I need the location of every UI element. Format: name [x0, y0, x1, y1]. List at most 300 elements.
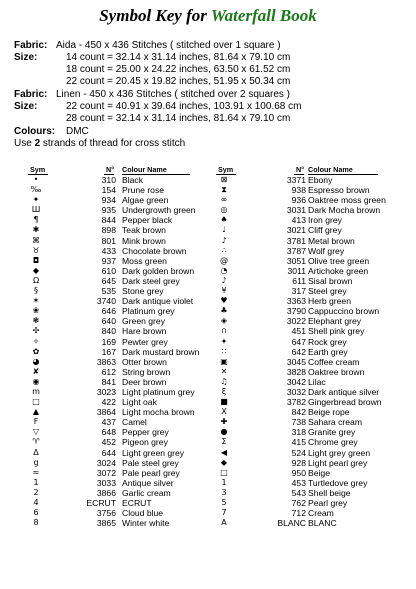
colour-name: Beige rope	[308, 407, 350, 418]
list-item	[214, 316, 409, 326]
symbol-icon: ▣	[220, 356, 228, 366]
num-header: N°	[296, 165, 305, 174]
colour-name: Olive tree green	[308, 255, 370, 266]
symbol-icon: ♩	[222, 225, 226, 235]
fabric-label: Fabric:	[14, 40, 48, 51]
dmc-number: 167	[101, 346, 116, 357]
colours-label: Colours:	[14, 126, 56, 137]
dmc-number: 3031	[286, 205, 306, 216]
dmc-number: 413	[291, 215, 306, 226]
colour-name: ECRUT	[122, 498, 152, 508]
fabric-aida-line	[14, 40, 281, 52]
colour-name: Antique silver	[122, 477, 174, 488]
colour-name: Camel	[122, 417, 147, 428]
symbol-icon: 1	[221, 477, 227, 487]
dmc-number: 3024	[96, 457, 116, 468]
colour-name: Steel grey	[308, 286, 347, 297]
symbol-icon: ▲	[32, 407, 40, 417]
list-item	[214, 488, 409, 498]
list-item	[14, 326, 209, 336]
dmc-number: 3051	[286, 255, 306, 266]
colour-name: Dark antique silver	[308, 386, 380, 397]
list-item	[14, 377, 209, 387]
size-label: Size:	[14, 101, 38, 112]
symbol-icon: ◀	[220, 447, 228, 457]
colour-name: Winter white	[122, 518, 170, 529]
list-item	[214, 478, 409, 488]
dmc-number: 3022	[286, 316, 306, 327]
dmc-number: 3756	[96, 508, 116, 519]
list-item	[14, 508, 209, 518]
dmc-number: 762	[291, 498, 306, 508]
list-item	[14, 185, 209, 195]
symbol-icon: ✱	[32, 225, 40, 235]
symbol-icon: ✣	[32, 326, 40, 336]
symbol-icon: ✧	[32, 336, 40, 346]
size-aida-14: 14 count = 32.14 x 31.14 inches, 81.64 x 79.10 cm	[66, 52, 291, 63]
page-title	[0, 6, 416, 26]
dmc-number: 415	[291, 437, 306, 448]
dmc-number: 437	[101, 417, 116, 428]
list-item	[14, 225, 209, 235]
colours-line	[14, 126, 89, 138]
list-item	[14, 397, 209, 407]
strands-count: 2	[34, 138, 41, 149]
symbol-icon: •	[33, 175, 39, 184]
list-item	[214, 377, 409, 387]
dmc-number: 611	[292, 275, 306, 286]
dmc-number: 612	[101, 366, 116, 377]
dmc-number: 3023	[96, 386, 116, 397]
symbol-icon: Δ	[33, 447, 39, 457]
dmc-number: 935	[101, 205, 116, 216]
list-item	[14, 427, 209, 437]
dmc-number: 3782	[286, 397, 306, 408]
symbol-icon: ∞	[220, 195, 228, 205]
list-item	[214, 508, 409, 518]
symbol-icon: g	[33, 457, 39, 467]
list-item	[14, 296, 209, 306]
colour-name: Chrome grey	[308, 437, 358, 448]
dmc-number: 453	[291, 477, 306, 488]
colour-name-header: Colour Name	[308, 165, 353, 174]
list-item	[214, 468, 409, 478]
list-item	[14, 195, 209, 205]
symbol-icon: ✦	[220, 336, 228, 346]
dmc-number: 936	[291, 195, 306, 206]
list-item	[214, 347, 409, 357]
list-item	[14, 256, 209, 266]
list-item	[214, 306, 409, 316]
colour-name: Ebony	[308, 175, 333, 185]
symbol-icon: ♥	[220, 296, 228, 306]
dmc-number: ECRUT	[86, 498, 116, 508]
list-item	[14, 387, 209, 397]
list-item	[14, 306, 209, 316]
colour-name: Cloud blue	[122, 508, 164, 519]
list-item	[14, 407, 209, 417]
dmc-number: 648	[101, 427, 116, 438]
symbol-icon: ✚	[220, 417, 228, 427]
list-item	[14, 205, 209, 215]
colour-name: Pale pearl grey	[122, 467, 180, 478]
colour-name: Sahara cream	[308, 417, 362, 428]
list-item	[214, 266, 409, 276]
dmc-number: 3828	[286, 366, 306, 377]
colour-name: Oaktree brown	[308, 366, 365, 377]
dmc-number: 3864	[96, 407, 116, 418]
list-item	[214, 448, 409, 458]
list-item	[14, 488, 209, 498]
symbol-icon: ✕	[220, 366, 228, 376]
colour-name: Pigeon grey	[122, 437, 168, 448]
list-item	[14, 437, 209, 447]
colour-name: Pepper grey	[122, 427, 169, 438]
colour-name: Stone grey	[122, 286, 164, 297]
symbol-icon: 3	[221, 487, 227, 497]
symbol-icon: □	[220, 467, 228, 477]
dmc-number: 524	[291, 447, 306, 458]
colour-name: Green grey	[122, 316, 165, 327]
dmc-number: 452	[101, 437, 116, 448]
list-item	[14, 347, 209, 357]
symbol-icon: ◎	[220, 205, 228, 215]
list-item	[214, 215, 409, 225]
strands-line	[14, 138, 185, 150]
colour-name: Sisal brown	[308, 275, 353, 286]
colour-name: Light mocha brown	[122, 407, 195, 418]
dmc-number: 937	[101, 255, 116, 266]
colour-name: Elephant grey	[308, 316, 362, 327]
colour-name: Dark Mocha brown	[308, 205, 381, 216]
colour-name: Hare brown	[122, 326, 167, 337]
list-item	[214, 518, 409, 528]
dmc-number: 938	[291, 185, 306, 196]
symbol-icon: Σ	[221, 437, 227, 447]
list-item	[14, 276, 209, 286]
symbol-icon: ✘	[32, 366, 40, 376]
colour-name: Mink brown	[122, 235, 166, 246]
size-line-2	[14, 101, 301, 113]
list-item	[214, 337, 409, 347]
symbol-icon: m	[32, 386, 40, 396]
dmc-number: 934	[101, 195, 116, 206]
dmc-number: 928	[291, 457, 306, 468]
list-item	[214, 458, 409, 468]
fabric-aida-text: Aida - 450 x 436 Stitches ( stitched over 1 square )	[56, 40, 281, 51]
size-aida-22: 22 count = 20.45 x 19.82 inches, 51.95 x 50.34 cm	[66, 76, 291, 87]
colour-name: Cream	[308, 508, 334, 519]
symbol-icon: □	[32, 397, 40, 407]
symbol-icon: ✦	[32, 195, 40, 205]
dmc-number: 3787	[286, 245, 306, 256]
list-item	[214, 357, 409, 367]
symbol-icon: ⌘	[32, 235, 40, 245]
list-item	[14, 498, 209, 508]
list-item	[214, 195, 409, 205]
symbol-icon: ◉	[32, 376, 40, 386]
dmc-number: 3781	[286, 235, 306, 246]
dmc-number: 154	[101, 185, 116, 196]
symbol-icon: §	[34, 286, 38, 296]
list-item	[214, 367, 409, 377]
colour-name: Light oak	[122, 397, 157, 408]
symbol-icon: 7	[221, 508, 227, 518]
dmc-number: 3865	[96, 518, 116, 529]
dmc-number: 841	[101, 376, 116, 387]
colour-name: Moss green	[122, 255, 167, 266]
symbol-icon: ∩	[221, 326, 227, 336]
symbol-icon: 1	[33, 477, 39, 487]
colour-name: Dark mustard brown	[122, 346, 200, 357]
symbol-icon: ‰	[30, 185, 42, 195]
colour-name: Otter brown	[122, 356, 167, 367]
sym-header: Sym	[218, 165, 234, 174]
fabric-linen-line	[14, 89, 290, 101]
list-item	[14, 337, 209, 347]
symbol-icon: Ω	[32, 275, 40, 285]
dmc-number: 844	[101, 215, 116, 226]
colour-name: Dark antique violet	[122, 296, 194, 307]
colour-name: Teak brown	[122, 225, 166, 236]
title-part-1: Symbol Key for	[99, 6, 207, 25]
dmc-number: 433	[101, 245, 116, 256]
symbol-icon: 4	[33, 498, 39, 507]
symbol-icon: ♪	[221, 235, 227, 245]
colour-name: Coffee cream	[308, 356, 360, 367]
dmc-number: 3866	[96, 487, 116, 498]
colour-name: Light pearl grey	[308, 457, 368, 468]
dmc-number: 3363	[286, 296, 306, 307]
dmc-number: 3021	[286, 225, 306, 236]
symbol-icon: ∷	[221, 346, 227, 356]
list-item	[214, 256, 409, 266]
colour-name: Algae green	[122, 195, 169, 206]
dmc-number: 640	[101, 316, 116, 327]
colour-name: Herb green	[308, 296, 351, 307]
dmc-number: 451	[291, 326, 306, 337]
list-item	[214, 437, 409, 447]
symbol-icon: ♠	[220, 215, 228, 225]
colour-name: Light green grey	[122, 447, 185, 458]
symbol-icon: ¶	[33, 215, 39, 225]
symbol-icon: ◈	[220, 316, 228, 326]
list-item	[14, 468, 209, 478]
dmc-number: 738	[291, 417, 306, 428]
symbol-icon: Ш	[31, 205, 41, 215]
dmc-number: 712	[291, 508, 306, 519]
colour-name: Undergrowth green	[122, 205, 196, 216]
list-item	[14, 286, 209, 296]
symbol-icon: 2	[33, 487, 39, 497]
dmc-number: 310	[101, 175, 116, 185]
fabric-linen-text: Linen - 450 x 436 Stitches ( stitched over 2 squares )	[56, 89, 291, 100]
colour-name: Pewter grey	[122, 336, 168, 347]
strands-suffix: strands of thread for cross stitch	[40, 138, 186, 149]
symbol-icon: ❃	[32, 316, 40, 326]
list-item	[214, 225, 409, 235]
dmc-number: 840	[101, 326, 116, 337]
symbol-icon: ◘	[32, 255, 40, 265]
list-item	[14, 357, 209, 367]
dmc-number: 647	[291, 336, 306, 347]
colours-value: DMC	[66, 126, 89, 137]
dmc-number: 543	[291, 487, 306, 498]
list-item	[14, 458, 209, 468]
dmc-number: 318	[291, 427, 306, 438]
dmc-number: 3011	[287, 265, 306, 276]
list-item	[214, 286, 409, 296]
symbol-icon: ⊠	[220, 175, 228, 184]
strands-prefix: Use	[14, 138, 35, 149]
symbol-icon: ♣	[220, 306, 228, 316]
list-item	[214, 397, 409, 407]
colour-name: Pale steel grey	[122, 457, 179, 468]
colour-name: Pearl grey	[308, 498, 348, 508]
list-item	[214, 246, 409, 256]
dmc-number: 842	[291, 407, 306, 418]
dmc-number: 3790	[286, 306, 306, 317]
list-item	[14, 316, 209, 326]
symbol-icon: ▽	[32, 427, 40, 437]
dmc-number: 3032	[286, 386, 306, 397]
colour-name: Beige	[308, 467, 330, 478]
colour-name: Garlic cream	[122, 487, 171, 498]
symbol-icon: F	[33, 417, 39, 427]
dmc-number: 3740	[96, 296, 116, 307]
symbol-icon: ♉	[32, 245, 40, 255]
dmc-number: 3371	[286, 175, 306, 185]
symbol-icon: ♪	[221, 275, 227, 285]
size-linen-22: 22 count = 40.91 x 39.64 inches, 103.91 x 100.68 cm	[66, 101, 302, 112]
title-part-2: Waterfall Book	[210, 6, 317, 25]
colour-name-header: Colour Name	[122, 165, 167, 174]
list-item	[14, 478, 209, 488]
num-header: N°	[106, 165, 115, 174]
fabric-label: Fabric:	[14, 89, 48, 100]
size-linen-28: 28 count = 32.14 x 31.14 inches, 81.64 x 79.10 cm	[66, 113, 291, 124]
list-item	[214, 236, 409, 246]
symbol-icon: 6	[33, 508, 39, 518]
colour-name: BLANC	[308, 518, 337, 529]
colour-name: Dark golden brown	[122, 265, 195, 276]
list-item	[214, 407, 409, 417]
dmc-number: 422	[101, 397, 116, 408]
symbol-icon: ◕	[32, 356, 40, 366]
symbol-icon: ✿	[32, 346, 40, 356]
symbol-icon: A	[221, 518, 227, 528]
colour-name: Earth grey	[308, 346, 348, 357]
dmc-number: 898	[101, 225, 116, 236]
colour-name: Iron grey	[308, 215, 342, 226]
symbol-icon: @	[220, 255, 228, 265]
colour-name: Gingerbread brown	[308, 397, 382, 408]
symbol-icon: 8	[33, 518, 39, 528]
dmc-number: 3033	[96, 477, 116, 488]
symbol-icon: ◆	[32, 265, 40, 275]
list-item	[214, 205, 409, 215]
symbol-icon: ♫	[220, 376, 228, 386]
symbol-icon: ●	[220, 427, 228, 437]
symbol-icon: X	[221, 407, 227, 417]
list-item	[14, 266, 209, 276]
list-item	[214, 498, 409, 508]
dmc-number: 317	[291, 286, 306, 297]
symbol-icon: ■	[220, 397, 228, 407]
list-item	[14, 175, 209, 185]
list-item	[214, 185, 409, 195]
colour-name: Lilac	[308, 376, 326, 387]
dmc-number: 3072	[96, 467, 116, 478]
list-item	[14, 246, 209, 256]
list-item	[14, 215, 209, 225]
colour-name: Prune rose	[122, 185, 165, 196]
colour-name: Metal brown	[308, 235, 355, 246]
dmc-number: 642	[291, 346, 306, 357]
colour-name: Dark steel grey	[122, 275, 180, 286]
list-item	[214, 387, 409, 397]
dmc-number: 801	[101, 235, 116, 246]
list-item	[214, 296, 409, 306]
list-item	[214, 326, 409, 336]
size-label: Size:	[14, 52, 38, 63]
dmc-number: 950	[291, 467, 306, 478]
dmc-number: 535	[101, 286, 116, 297]
colour-name: Shell beige	[308, 487, 351, 498]
dmc-number: BLANC	[277, 518, 306, 529]
size-aida-18: 18 count = 25.00 x 24.22 inches, 63.50 x 61.52 cm	[66, 64, 291, 75]
size-line-1	[14, 52, 290, 64]
symbol-icon: ξ	[221, 386, 227, 396]
symbol-icon: ◔	[220, 265, 228, 275]
colour-name: Shell pink grey	[308, 326, 365, 337]
colour-name: Espresso brown	[308, 185, 370, 196]
right-colour-list	[214, 175, 409, 528]
colour-name: Artichoke green	[308, 265, 369, 276]
list-item	[14, 417, 209, 427]
symbol-icon: 5	[221, 498, 227, 507]
left-colour-list	[14, 175, 209, 528]
colour-name: Rock grey	[308, 336, 347, 347]
list-item	[14, 236, 209, 246]
dmc-number: 644	[101, 447, 116, 458]
sym-header: Sym	[30, 165, 46, 174]
colour-name: Cappuccino brown	[308, 306, 380, 317]
symbol-icon: ≈	[32, 467, 40, 477]
symbol-icon: ¥	[221, 286, 227, 296]
dmc-number: 3045	[286, 356, 306, 367]
list-item	[214, 427, 409, 437]
symbol-icon: ✶	[32, 296, 40, 306]
colour-name: Pepper black	[122, 215, 173, 226]
dmc-number: 3863	[96, 356, 116, 367]
colour-name: Oaktree moss green	[308, 195, 386, 206]
colour-name: Cliff grey	[308, 225, 342, 236]
colour-name: Granite grey	[308, 427, 356, 438]
list-item	[214, 276, 409, 286]
colour-name: Platinum grey	[122, 306, 175, 317]
dmc-number: 646	[101, 306, 116, 317]
symbol-icon: ∴	[221, 245, 227, 255]
dmc-number: 3042	[286, 376, 306, 387]
symbol-icon: ♈	[32, 437, 40, 447]
symbol-icon: ⧗	[221, 185, 227, 195]
list-item	[14, 518, 209, 528]
list-item	[214, 417, 409, 427]
list-item	[14, 367, 209, 377]
colour-name: Chocolate brown	[122, 245, 187, 256]
colour-name: Deer brown	[122, 376, 167, 387]
